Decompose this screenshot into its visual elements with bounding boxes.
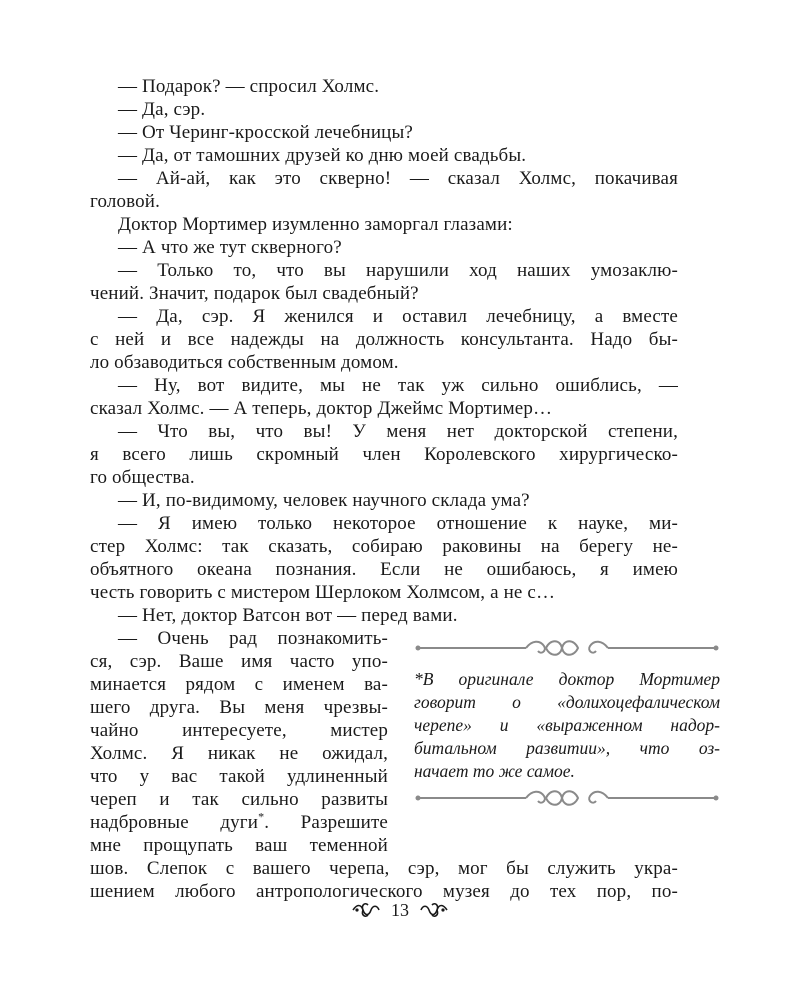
text-line: — И, по-видимому, человек научного склада ума? xyxy=(118,490,530,511)
ornament-dot xyxy=(714,646,719,651)
flourish-right-icon xyxy=(419,901,449,919)
text-line: — Очень рад познакомить- xyxy=(118,628,388,649)
text-line: — Да, от тамошних друзей ко дню моей свадьбы. xyxy=(118,145,527,166)
footnote-box xyxy=(414,668,720,783)
flourish-left-icon xyxy=(351,901,381,919)
text-line: ло обзаводиться собственным домом. xyxy=(90,352,399,373)
text-line: — Я имею только некоторое отношение к науке, ми- xyxy=(118,513,678,534)
text-line: чайно интересуете, мистер xyxy=(90,720,388,741)
footnote-marker: * xyxy=(414,669,423,689)
text-line: шением любого антропологического музея до тех пор, по- xyxy=(90,881,678,902)
footnote-line: начает то же самое. xyxy=(414,761,575,781)
ornament-dot xyxy=(416,646,421,651)
footnote-line: черепе» и «выраженном надор- xyxy=(414,715,720,735)
text-fragment: . Разрешите xyxy=(264,812,388,833)
text-line: шего друга. Вы меня чрезвы- xyxy=(90,697,388,718)
footnote-line: битальном развитии», что оз- xyxy=(414,738,720,758)
text-fragment: надбровные дуги xyxy=(90,812,259,833)
ornament-dot xyxy=(416,796,421,801)
text-line: объятного океана познания. Если не ошибаюсь, я имею xyxy=(90,559,678,580)
text-line: Доктор Мортимер изумленно заморгал глазами: xyxy=(118,214,513,235)
ornament-divider-bottom xyxy=(414,786,720,810)
text-line: головой. xyxy=(90,191,161,212)
text-line: честь говорить с мистером Шерлоком Холмсом, а не с… xyxy=(90,582,556,603)
text-line: — Ну, вот видите, мы не так уж сильно ошиблись, — xyxy=(118,375,678,396)
text-line: го общества. xyxy=(90,467,195,488)
text-line: — Да, сэр. Я женился и оставил лечебницу, а вместе xyxy=(118,306,678,327)
text-line: с ней и все надежды на должность консультанта. Надо бы- xyxy=(90,329,678,350)
text-line: стер Холмс: так сказать, собираю раковины на берегу не- xyxy=(90,536,678,557)
ornament-divider-top xyxy=(414,636,720,660)
text-line: сказал Холмс. — А теперь, доктор Джеймс Мортимер… xyxy=(90,398,553,419)
footnote-reference[interactable]: * xyxy=(258,809,265,824)
text-line: — Нет, доктор Ватсон вот — перед вами. xyxy=(118,605,458,626)
text-line: ся, сэр. Ваше имя часто упо- xyxy=(90,651,388,672)
text-line: — От Черинг-кросской лечебницы? xyxy=(118,122,413,143)
footnote-text: В оригинале доктор Мортимер xyxy=(422,669,720,689)
text-line: что у вас такой удлиненный xyxy=(90,766,388,787)
ornament-dot xyxy=(714,796,719,801)
footnote-line: говорит о «долихоцефалическом xyxy=(414,692,720,712)
text-line: шов. Слепок с вашего черепа, сэр, мог бы служить укра- xyxy=(90,858,678,879)
text-line: — Да, сэр. xyxy=(118,99,206,120)
text-line-with-footnote xyxy=(90,809,388,834)
text-line: мне прощупать ваш теменной xyxy=(90,835,388,856)
text-line: Холмс. Я никак не ожидал, xyxy=(90,743,388,764)
text-line: — Только то, что вы нарушили ход наших умозаклю- xyxy=(118,260,678,281)
page-number: 13 xyxy=(391,899,409,920)
text-line: — А что же тут скверного? xyxy=(118,237,342,258)
text-line: минается рядом с именем ва- xyxy=(90,674,388,695)
footnote-line-first xyxy=(414,668,720,691)
text-line: я всего лишь скромный член Королевского хирургическо- xyxy=(90,444,678,465)
text-line: череп и так сильно развиты xyxy=(90,789,388,810)
text-line: — Подарок? — спросил Холмс. xyxy=(118,76,380,97)
text-line: — Ай-ай, как это скверно! — сказал Холмс, покачивая xyxy=(118,168,678,189)
text-line: — Что вы, что вы! У меня нет докторской степени, xyxy=(118,421,678,442)
text-line: чений. Значит, подарок был свадебный? xyxy=(90,283,419,304)
page-footer xyxy=(320,898,480,922)
